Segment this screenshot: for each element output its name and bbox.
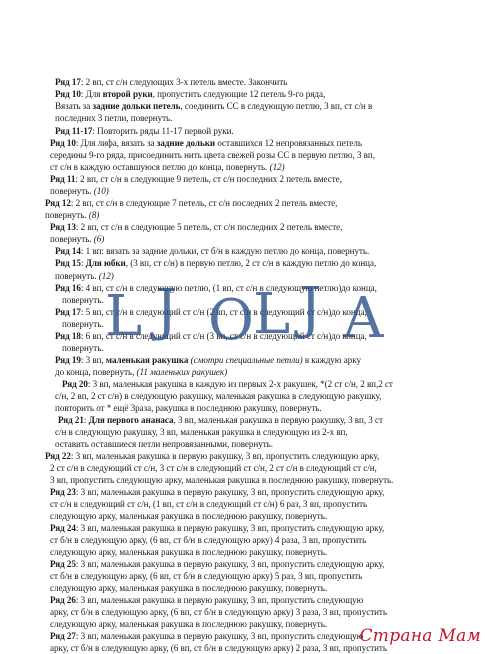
text-span: до конца, повернуть, [55, 367, 137, 377]
text-line [55, 307, 367, 318]
text-line [50, 162, 285, 173]
text-span: : 3 вп, [80, 355, 106, 365]
bold-text: Для юбки [85, 258, 126, 268]
text-line [50, 523, 384, 534]
bold-text: Ряд 23 [50, 487, 76, 497]
text-line [50, 595, 363, 606]
text-line [55, 403, 322, 414]
text-span: : 3 вп, маленькая ракушка в первую ракушку, 3 вп, пропустить следующую арку, [75, 559, 385, 569]
bold-text: Ряд 21 [58, 415, 84, 425]
text-span: : 3 вп, маленькая ракушка в первую ракушку, 3 вп, пропустить следующую [75, 595, 364, 605]
text-line [50, 511, 327, 522]
text-span: : 2 вп, ст с/н в следующие 5 петель, ст с/н последних 2 петель вместе, [75, 222, 343, 232]
text-span: Вязать за [55, 101, 93, 111]
text-span: с/н, 2 вп, 2 ст с/н) в следующую ракушку, маленькая ракушка в следующую ракушку, [55, 391, 382, 401]
watermark-letter: L [253, 282, 291, 347]
text-line [50, 475, 393, 486]
bold-text: Ряд 15 [55, 258, 81, 268]
text-span: оставшихся 12 непровязанных петель [215, 138, 362, 148]
text-line [45, 451, 379, 462]
bold-text: Ряд 13 [50, 222, 76, 232]
bold-text: Ряд 25 [50, 559, 76, 569]
bold-text: Для первого ананаса [88, 415, 174, 425]
text-span: : 4 вп, ст с/н в следующую петлю, (1 вп, ст с/н в следующую петлю)до конца, [80, 283, 377, 293]
text-span: , 3 вп, маленькая ракушка в первую ракушку, 3 вп, 3 ст [173, 415, 383, 425]
bold-text: Ряд 27 [50, 631, 76, 641]
text-span: повернуть. [45, 210, 89, 220]
text-span: 2 ст с/н в следующий ст с/н, 3 ст с/н в следующий ст с/н, 2 ст с/н в следующий ст с/н, [50, 463, 377, 473]
text-line [50, 499, 367, 510]
text-line [50, 643, 387, 654]
text-span: ст с/н в следующий ст с/н, (1 вп, ст с/н в следующий ст с/н) 6 раз, 3 вп, пропустить [50, 499, 368, 509]
text-span: 3 вп, пропустить следующую арку, маленькая ракушка в последнюю ракушку, повернуть. [50, 475, 394, 485]
text-span: повернуть. [50, 186, 94, 196]
text-line [50, 186, 109, 197]
text-span: : 5 вп, ст с/н в следующий ст с/н (2 вп, ст с/н в следующий ст с/н)до конца, [80, 307, 367, 317]
watermark-letter: L [105, 284, 143, 349]
text-span: середины 9-го ряда, присоединить нить цвета свежей розы СС в первую петлю, 3 вп, [50, 150, 375, 160]
italic-text: (8) [88, 210, 100, 220]
bold-text: Ряд 22 [45, 451, 71, 461]
text-line [55, 89, 325, 100]
text-span: : Для лифа, вязать за [75, 138, 157, 148]
text-span: : 2 вп, ст с/н в следующие 7 петель, ст с/н последних 2 петель вместе, [70, 198, 338, 208]
text-span: : 2 вп, ст с/н в следующие 9 петель, ст с/н последних 2 петель вместе, [75, 174, 342, 184]
text-line [50, 583, 327, 594]
text-line [55, 113, 172, 124]
text-span: : 6 вп, ст с/н в следующий ст с/н (3 вп, ст с/н в следующий ст с/н)до конца, [80, 331, 367, 341]
bold-text: Ряд 14 [55, 246, 81, 256]
text-span: : Для [80, 89, 103, 99]
text-span: : 2 вп, ст с/н следующих 3-х петель вместе. Закончить [80, 77, 288, 87]
italic-text: (6) [93, 234, 105, 244]
text-line [45, 198, 337, 209]
text-span: , пропустить следующие 12 петель 9-го ряда, [152, 89, 326, 99]
bold-text: Ряд 17 [55, 77, 81, 87]
watermark-letter: J [299, 276, 322, 341]
bold-text: Ряд 12 [45, 198, 71, 208]
text-line [55, 355, 361, 366]
watermark-letter: A [343, 286, 384, 351]
text-line [55, 101, 372, 112]
text-span: : Повторить ряды 11-17 первой руки. [92, 126, 234, 136]
text-span: следующую арку, маленькая ракушка в последнюю ракушку, повернуть. [50, 583, 328, 593]
text-span: : [80, 258, 86, 268]
text-span: повернуть. [62, 319, 104, 329]
italic-text: (12) [98, 271, 114, 281]
text-span: следующую арку, маленькая ракушка в последнюю ракушку, повернуть. [50, 511, 328, 521]
text-span: в каждую арку [302, 355, 361, 365]
bold-text: задние дольки [156, 138, 216, 148]
text-span: , соединить СС в следующую петлю, 3 вп, ст с/н в [180, 101, 373, 111]
text-line [50, 535, 366, 546]
text-line [50, 571, 362, 582]
text-span: : 3 вп, маленькая ракушка в первую ракушку, 3 вп, пропустить следующую [75, 631, 364, 641]
text-line [50, 222, 342, 233]
italic-text: (10) [93, 186, 109, 196]
text-line [55, 258, 376, 269]
text-line [50, 607, 387, 618]
text-line [50, 138, 362, 149]
bold-text: Ряд 11-17 [55, 126, 93, 136]
text-span: : 3 вп, маленькая ракушка в первую ракушку, 3 вп, пропустить следующую арку, [70, 451, 380, 461]
text-span: : 3 вп, маленькая ракушка в каждую из первых 2-х ракушек, *(2 ст с/н, 2 вп,2 ст [87, 379, 393, 389]
text-line [55, 126, 234, 137]
bold-text: Ряд 26 [50, 595, 76, 605]
text-span: повернуть. [62, 295, 104, 305]
text-span: последних 3 петли, повернуть. [55, 113, 173, 123]
text-line [55, 77, 287, 88]
text-line [45, 210, 99, 221]
text-line [55, 439, 273, 450]
text-span: с/н в следующую ракушку, 3 вп, маленькая ракушка в следующую из 2-х вп, [55, 427, 348, 437]
text-line [62, 343, 104, 354]
text-span: ст б/н в следующую арку, (6 вп, ст б/н в следующую арку) 5 раз, 3 вп, пропустить [50, 571, 363, 581]
bold-text: маленькая ракушка [105, 355, 189, 365]
text-span: повернуть. [55, 271, 99, 281]
italic-text: (11 маленьких ракушек) [136, 367, 228, 377]
text-line [55, 367, 227, 378]
text-span: , (3 вп, ст с/н) в первую петлю, 2 ст с/н в каждую петлю до конца, [125, 258, 377, 268]
text-line [62, 319, 104, 330]
text-line [55, 283, 377, 294]
text-line [55, 427, 348, 438]
text-line [62, 379, 393, 390]
text-span: повернуть. [62, 343, 104, 353]
bold-text: Ряд 20 [62, 379, 88, 389]
site-logo: Страна Мам [359, 626, 481, 646]
bold-text: Ряд 11 [50, 174, 76, 184]
text-span: : [83, 415, 89, 425]
watermark-letter: J [155, 278, 178, 343]
text-span: арку, ст б/н в следующую арку, (6 вп, ст б/н в следующую арку) 3 раза, 3 вп, пропустить [50, 607, 387, 617]
text-line [62, 295, 104, 306]
text-span: следующую арку, маленькая ракушка в последнюю ракушку, повернуть. [50, 547, 328, 557]
text-line [50, 234, 104, 245]
bold-text: Ряд 18 [55, 331, 81, 341]
text-span: ст с/н в каждую оставшуюся петлю до конца, повернуть. [50, 162, 270, 172]
text-span: арку, ст б/н в следующую арку, (6 вп, ст б/н в следующую арку) 2 раза, 3 вп, пропустить [50, 643, 387, 653]
bold-text: второй руки [102, 89, 153, 99]
bold-text: Ряд 19 [55, 355, 81, 365]
text-line [55, 271, 114, 282]
bold-text: Ряд 10 [55, 89, 81, 99]
text-line [50, 547, 327, 558]
text-span: ст б/н в следующую арку, (6 вп, ст б/н в следующую арку) 4 раза, 3 вп, пропустить [50, 535, 367, 545]
text-line [55, 246, 369, 257]
text-line [50, 174, 342, 185]
text-line [58, 415, 383, 426]
bold-text: задние дольки петель [92, 101, 181, 111]
text-line [50, 463, 377, 474]
text-span: повторить от * ещё 3раза, ракушка в последнюю ракушку, повернуть. [55, 403, 322, 413]
text-span: оставить оставшиеся петли непровязанными, повернуть. [55, 439, 273, 449]
text-line [50, 150, 375, 161]
text-span: : 3 вп, маленькая ракушка в первую ракушку, 3 вп, пропустить следующую арку, [75, 523, 385, 533]
watermark-letter: O [208, 288, 254, 353]
bold-text: Ряд 24 [50, 523, 76, 533]
text-line [50, 631, 363, 642]
italic-text: (12) [269, 162, 285, 172]
text-line [55, 331, 367, 342]
italic-text: (смотри специальные петли) [190, 355, 303, 365]
text-line [50, 487, 384, 498]
text-span: : 3 вп, маленькая ракушка в первую ракушку, 3 вп, пропустить следующую арку, [75, 487, 385, 497]
text-line [50, 619, 327, 630]
text-span: : 1 вп: вязать за задние дольки, ст б/н в каждую петлю до конца, повернуть. [80, 246, 370, 256]
bold-text: Ряд 16 [55, 283, 81, 293]
text-span: следующую арку, маленькая ракушка в последнюю ракушку, повернуть. [50, 619, 328, 629]
text-span: повернуть. [50, 234, 94, 244]
text-line [55, 391, 381, 402]
bold-text: Ряд 10 [50, 138, 76, 148]
text-line [50, 559, 384, 570]
bold-text: Ряд 17 [55, 307, 81, 317]
